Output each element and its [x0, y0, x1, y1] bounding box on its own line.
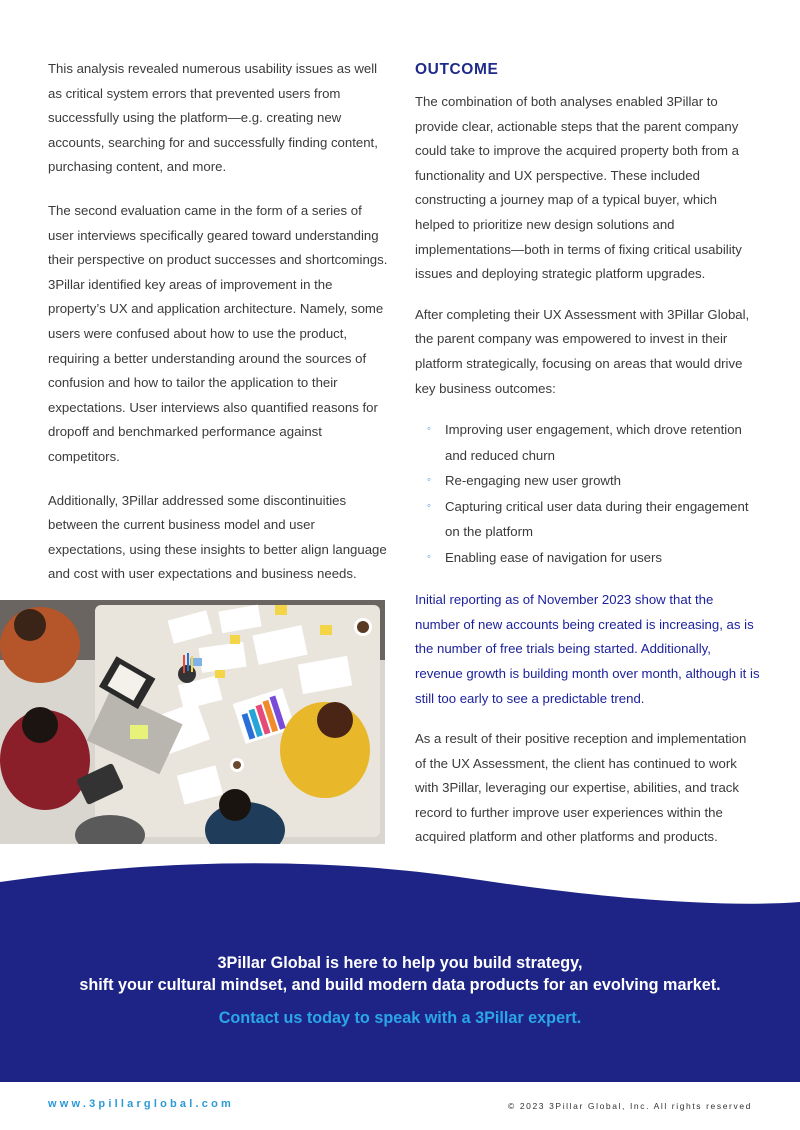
bullet-icon: ◦: [427, 550, 431, 563]
cta-headline-line-2: shift your cultural mindset, and build modern data products for an evolving market.: [79, 975, 721, 994]
body-paragraph: This analysis revealed numerous usability issues as well as critical system errors that prevented users from successfully using the platform—e.g. creating new accounts, searching for and successfully finding content, purchasing content, and more.: [48, 61, 378, 175]
body-paragraph: As a result of their positive reception and implementation of the UX Assessment, the client has continued to work with 3Pillar, leveraging our expertise, abilities, and track record to further improve user experiences within the acquired platform and other platforms and products.: [415, 731, 747, 845]
list-item-text: Improving user engagement, which drove retention and reduced churn: [445, 422, 742, 463]
list-item: [427, 494, 760, 545]
bullet-icon: ◦: [427, 499, 431, 512]
right-column: [415, 57, 760, 866]
cta-text: [0, 953, 800, 1029]
list-item: [427, 468, 760, 494]
body-paragraph: The second evaluation came in the form of a series of user interviews specifically geared toward understanding their perspective on product successes and shortcomings. 3Pillar identified key areas of improvement in the property’s UX and application architecture. Namely, some users were confused about how to use the product, requiring a better understanding around the sources of confusion and how to tailor the application to their expectations. User interviews also quantified reasons for dropoff and benchmarked performance against competitors.: [48, 202, 388, 464]
team-meeting-photo: [0, 600, 385, 844]
left-column: [48, 57, 388, 606]
list-item-text: Capturing critical user data during their engagement on the platform: [445, 498, 749, 540]
list-item: [427, 545, 760, 571]
highlight-paragraph: Initial reporting as of November 2023 show that the number of new accounts being created is increasing, as is the number of free trials being started. Additionally, revenue growth is building month over month, although it is still too early to see a predictable trend.: [415, 592, 760, 706]
bullet-icon: ◦: [427, 474, 431, 487]
body-paragraph: After completing their UX Assessment with 3Pillar Global, the parent company was empowered to invest in their platform strategically, focusing on areas that would drive key business outcomes:: [415, 306, 750, 396]
body-paragraph: Additionally, 3Pillar addressed some discontinuities between the current business model and user expectations, using these insights to better align language and cost with user expectations and business needs.: [48, 492, 387, 582]
list-item-text: Re-engaging new user growth: [445, 473, 621, 489]
website-link[interactable]: www.3pillarglobal.com: [48, 1098, 234, 1110]
copyright-notice: © 2023 3Pillar Global, Inc. All rights reserved: [508, 1101, 752, 1111]
list-item: [427, 417, 760, 468]
body-paragraph: The combination of both analyses enabled 3Pillar to provide clear, actionable steps that the parent company could take to improve the acquired property both from a functionality and UX perspective. These included constructing a journey map of a typical buyer, which helped to prioritize new design solutions and implementations—both in terms of fixing critical usability issues and deploying strategic platform upgrades.: [415, 94, 742, 282]
cta-headline-line-1: 3Pillar Global is here to help you build strategy,: [217, 954, 583, 972]
section-heading: OUTCOME: [415, 61, 499, 78]
list-item-text: Enabling ease of navigation for users: [445, 549, 663, 565]
bullet-icon: ◦: [427, 423, 431, 436]
outcome-list: [415, 417, 760, 570]
contact-link[interactable]: Contact us today to speak with a 3Pillar expert.: [218, 1009, 582, 1027]
